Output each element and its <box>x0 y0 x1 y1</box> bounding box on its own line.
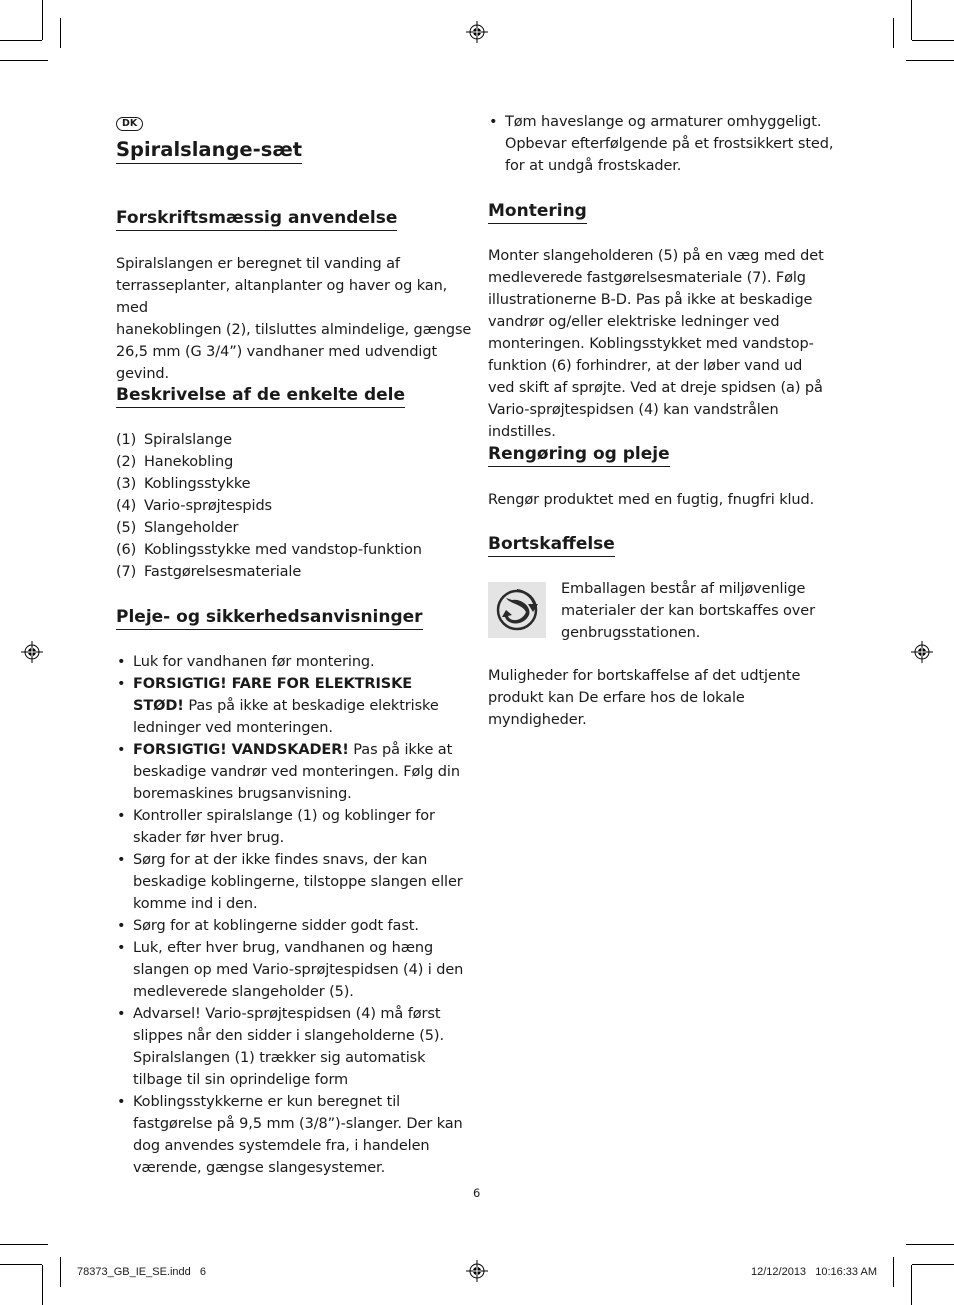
list-item: • Kontroller spiralslange (1) og koblinger for skader før hver brug. <box>116 805 464 849</box>
crop-mark <box>60 1257 61 1287</box>
list-item: • Sørg for at koblingerne sidder godt fast. <box>116 915 464 937</box>
storage-list <box>488 111 846 177</box>
text-line: 26,5 mm (G 3/4”) vandhaner med udvendigt <box>116 344 438 360</box>
crop-mark <box>911 1265 912 1305</box>
text-line: terrasseplanter, altanplanter og haver og kan, med <box>116 278 448 316</box>
list-item: • Koblingsstykkerne er kun beregnet til fastgørelse på 9,5 mm (3/8”)-slanger. Der kan dog anvendes systemdele fra, i handelen værende, gængse slangesystemer. <box>116 1091 464 1179</box>
disposal-text: Muligheder for bortskaffelse af det udtjente produkt kan De erfare hos de lokale myndigheder. <box>488 668 801 728</box>
list-item: (5) Slangeholder <box>116 520 239 536</box>
crop-mark <box>0 1244 48 1245</box>
section-heading-parts: Beskrivelse af de enkelte dele <box>116 384 405 408</box>
crop-mark <box>912 1264 954 1265</box>
footer-date: 12/12/2013 10:16:33 AM <box>751 1266 877 1278</box>
crop-mark <box>0 60 48 61</box>
page-title: Spiralslange-sæt <box>116 138 302 164</box>
footer-file: 78373_GB_IE_SE.indd 6 <box>77 1266 207 1278</box>
text-line: hanekoblingen (2), tilsluttes almindelige, gængse <box>116 322 472 338</box>
crop-mark <box>893 1257 894 1287</box>
cleaning-text: Rengør produktet med en fugtig, fnugfri klud. <box>488 492 815 508</box>
list-item: • Luk, efter hver brug, vandhanen og hæng slangen op med Vario-sprøjtespidsen (4) i den medleverede slangeholder (5). <box>116 937 464 1003</box>
list-item: • Sørg for at der ikke findes snavs, der kan beskadige koblingerne, tilstoppe slangen eller komme ind i den. <box>116 849 464 915</box>
language-badge: DK <box>116 117 143 131</box>
recycle-text: Emballagen består af miljøvenlige materialer der kan bortskaffes over genbrugsstationen. <box>561 581 815 641</box>
section-heading-mounting: Montering <box>488 200 587 224</box>
list-item: (7) Fastgørelsesmateriale <box>116 564 302 580</box>
crop-mark <box>893 18 894 48</box>
list-item: (1) Spiralslange <box>116 432 232 448</box>
registration-mark-icon <box>466 1260 488 1282</box>
crop-mark <box>42 1265 43 1305</box>
crop-mark <box>911 0 912 40</box>
green-dot-icon <box>488 582 546 638</box>
page-number: 6 <box>473 1186 481 1200</box>
crop-mark <box>42 0 43 40</box>
crop-mark <box>906 60 954 61</box>
list-item: • Tøm haveslange og armaturer omhyggeligt. Opbevar efterfølgende på et frostsikkert sted, for at undgå frostskader. <box>488 111 846 177</box>
crop-mark <box>60 18 61 48</box>
list-item: • FORSIGTIG! VANDSKADER! Pas på ikke at beskadige vandrør ved monteringen. Følg din boremaskines brugsanvisning. <box>116 739 464 805</box>
intended-use-text <box>116 253 476 385</box>
section-heading-cleaning: Rengøring og pleje <box>488 443 670 467</box>
registration-mark-icon <box>911 641 933 663</box>
list-item: • Luk for vandhanen før montering. <box>116 651 464 673</box>
section-heading-disposal: Bortskaffelse <box>488 533 615 557</box>
parts-list <box>116 429 476 583</box>
text-line: gevind. <box>116 366 170 382</box>
list-item: (6) Koblingsstykke med vandstop-funktion <box>116 542 422 558</box>
list-item: (3) Koblingsstykke <box>116 476 251 492</box>
crop-mark <box>0 40 42 41</box>
crop-mark <box>912 40 954 41</box>
registration-mark-icon <box>466 21 488 43</box>
text-line: Spiralslangen er beregnet til vanding af <box>116 256 400 272</box>
list-item: • Advarsel! Vario-sprøjtespidsen (4) må først slippes når den sidder i slangeholderne (5). Spiralslangen (1) trækker sig automatisk tilbage til sin oprindelige form <box>116 1003 464 1091</box>
safety-list <box>116 651 464 1179</box>
section-heading-safety: Pleje- og sikkerhedsanvisninger <box>116 606 423 630</box>
list-item: (2) Hanekobling <box>116 454 234 470</box>
list-item: (4) Vario-sprøjtespids <box>116 498 273 514</box>
crop-mark <box>0 1264 42 1265</box>
section-heading-intended-use: Forskriftsmæssig anvendelse <box>116 207 397 231</box>
mounting-text: Monter slangeholderen (5) på en væg med det medleverede fastgørelsesmateriale (7). Følg illustrationerne B-D. Pas på ikke at beskadige vandrør og/eller elektriske ledninger ved monteringen. Koblingsstykket med vandstop-funktion (6) forhindrer, at der løber vand ud ved skift af sprøjte. Ved at dreje spidsen (a) på Vario-sprøjtespidsen (4) kan vandstrålen indstilles. <box>488 248 824 440</box>
list-item: • FORSIGTIG! FARE FOR ELEKTRISKE STØD! Pas på ikke at beskadige elektriske ledninger ved monteringen. <box>116 673 464 739</box>
crop-mark <box>906 1244 954 1245</box>
recycle-icon <box>488 582 546 638</box>
registration-mark-icon <box>21 641 43 663</box>
